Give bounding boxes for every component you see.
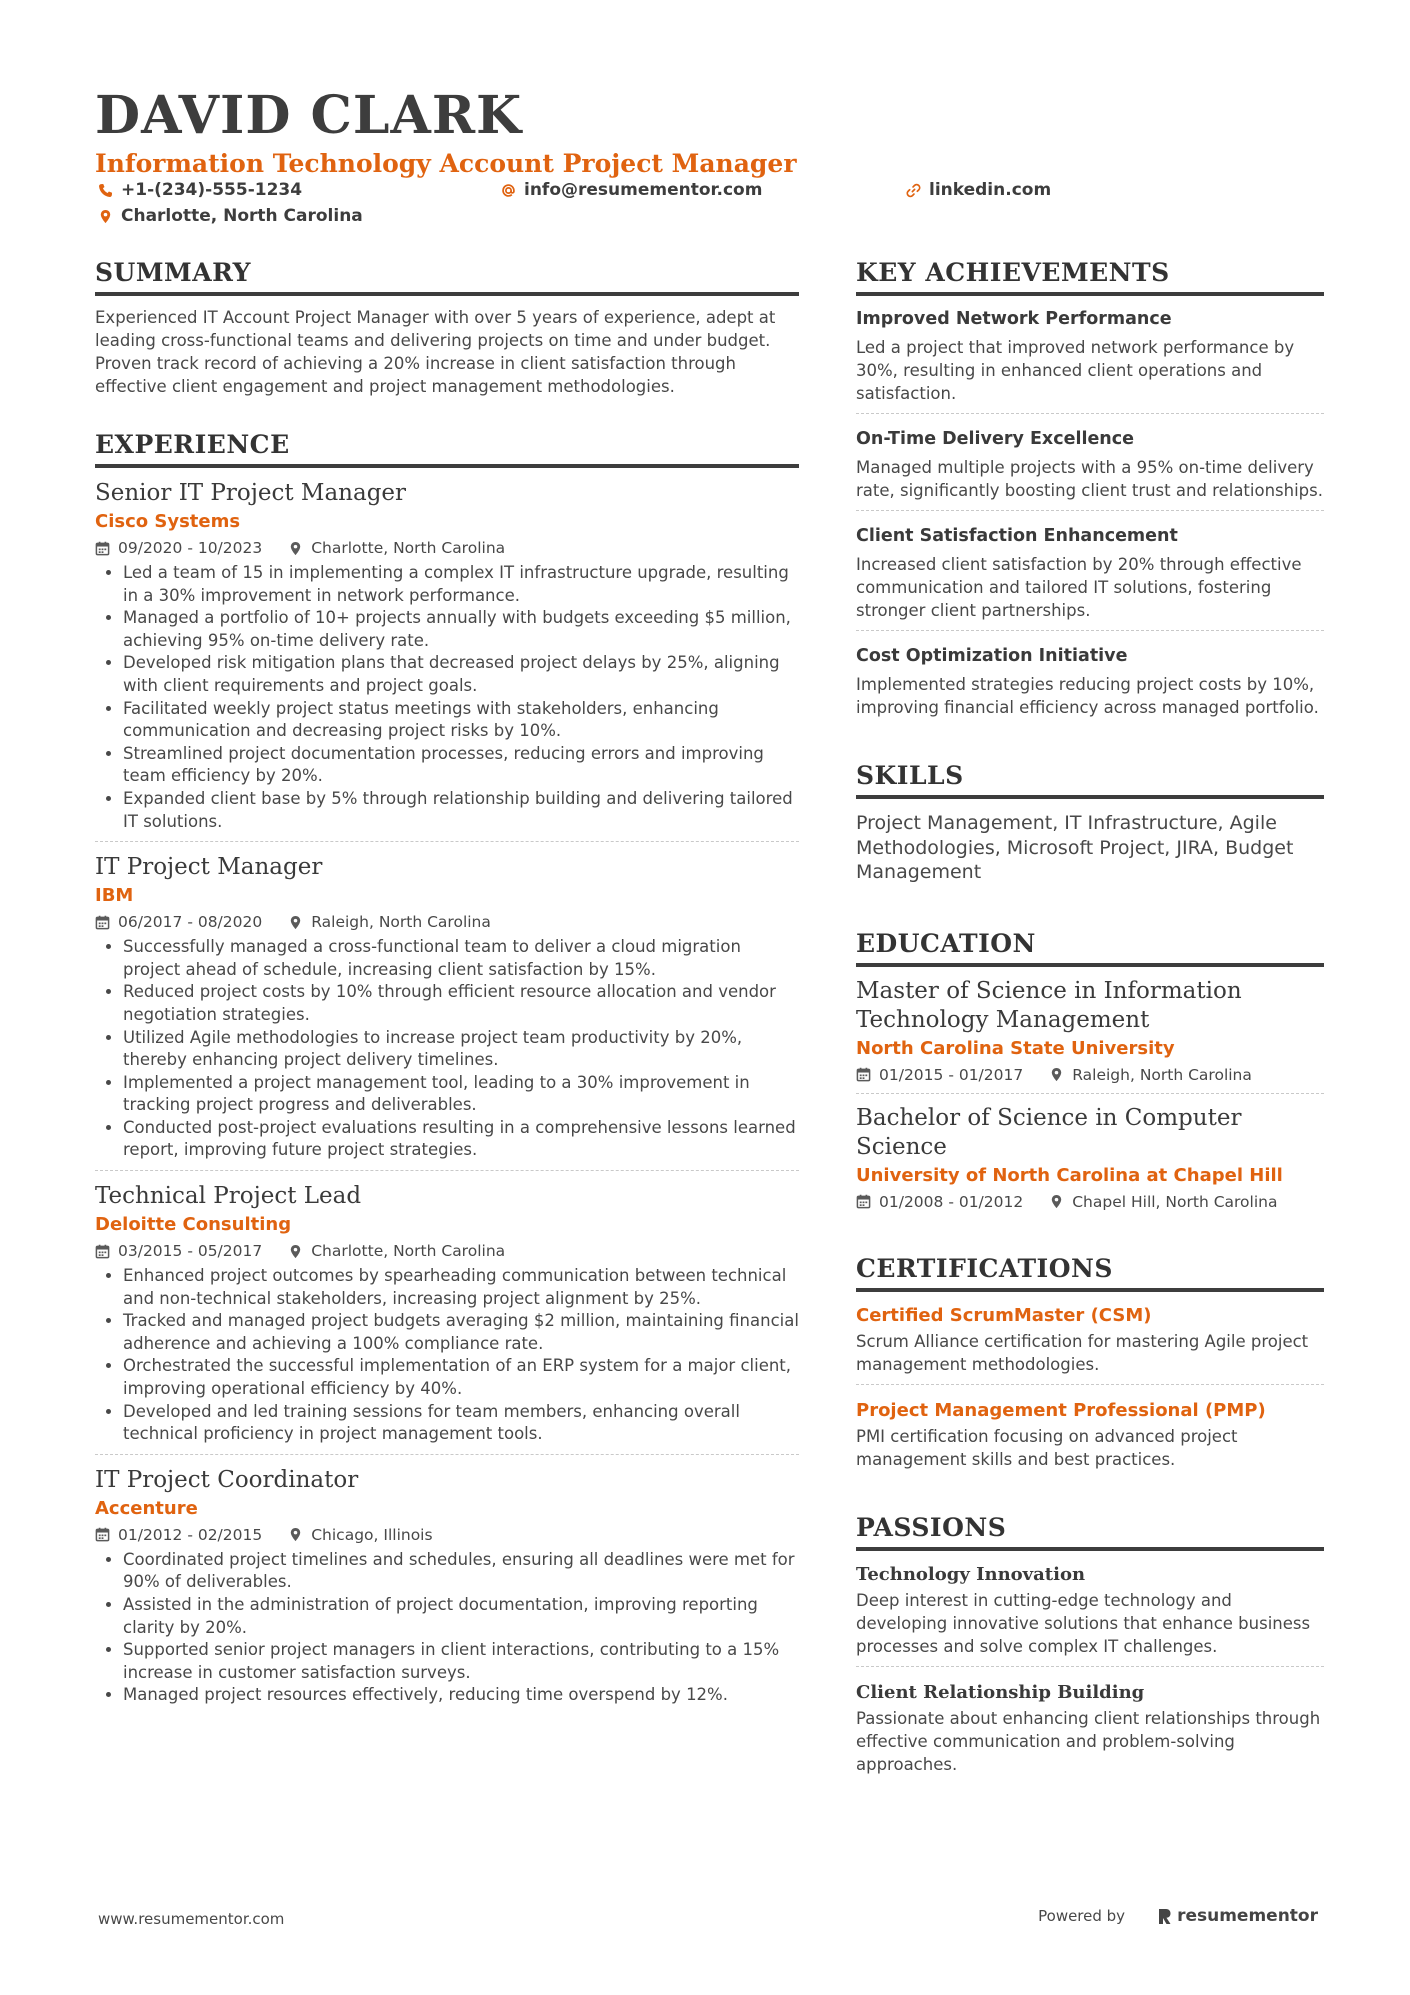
passion-text: Passionate about enhancing client relationships through effective communication and problem-solving approaches. [856, 1708, 1321, 1774]
job-entry [95, 852, 799, 1171]
job-entry [95, 1181, 799, 1455]
passion-item [856, 1679, 1324, 1784]
map-pin-icon [288, 915, 303, 930]
location-text: Chapel Hill, North Carolina [1072, 1192, 1278, 1211]
achievement-item [856, 643, 1324, 727]
calendar-icon [95, 1527, 110, 1542]
date-text: 03/2015 - 05/2017 [118, 1242, 263, 1261]
achievement-item [856, 523, 1324, 631]
bullet-item: • Conducted post-project evaluations resulting in a comprehensive lessons learned report, improving future project strategies. [123, 1117, 799, 1162]
achievements-heading: KEY ACHIEVEMENTS [856, 258, 1324, 296]
achievement-title: Client Satisfaction Enhancement [856, 526, 1178, 546]
resumementor-logo-icon [1157, 1907, 1172, 1926]
footer-powered [1038, 1906, 1318, 1926]
experience-section [95, 430, 799, 1715]
school-name: North Carolina State University [856, 1037, 1175, 1059]
bullet-item: • Coordinated project timelines and schedules, ensuring all deadlines were met for 90% of deliverables. [123, 1549, 799, 1594]
bullet-item: • Successfully managed a cross-functional team to deliver a cloud migration project ahead of schedule, increasing client satisfaction by 15%. [123, 936, 799, 981]
calendar-icon [95, 1244, 110, 1259]
company-name: IBM [95, 885, 134, 907]
date-location-row [856, 1190, 1324, 1214]
email-text: info@resumementor.com [524, 180, 763, 200]
achievements-section [856, 258, 1324, 727]
map-pin-icon [288, 1527, 303, 1542]
degree-name: Bachelor of Science in Computer Science [856, 1104, 1242, 1160]
job-list [95, 478, 799, 1715]
location [1049, 1063, 1252, 1087]
experience-heading: EXPERIENCE [95, 430, 799, 468]
calendar-icon [95, 541, 110, 556]
certification-title: Project Management Professional (PMP) [856, 1399, 1266, 1421]
certification-item [856, 1302, 1324, 1385]
location-text: Chicago, Illinois [311, 1525, 433, 1544]
education-item [856, 977, 1324, 1094]
map-pin-icon [98, 209, 113, 224]
link-icon [906, 183, 921, 198]
map-pin-icon [1049, 1194, 1064, 1209]
date-location-row [95, 1523, 799, 1547]
summary-section [95, 258, 799, 398]
map-pin-icon [288, 541, 303, 556]
passion-title: Technology Innovation [856, 1563, 1086, 1585]
date-range [856, 1190, 1023, 1214]
bullet-item: • Orchestrated the successful implementation of an ERP system for a major client, improving operational efficiency by 40%. [123, 1355, 799, 1400]
bullet-item: • Supported senior project managers in client interactions, contributing to a 15% increase in customer satisfaction surveys. [123, 1639, 799, 1684]
footer-website[interactable]: www.resumementor.com [98, 1910, 285, 1928]
location-text: Charlotte, North Carolina [121, 206, 363, 226]
certification-title: Certified ScrumMaster (CSM) [856, 1304, 1152, 1326]
map-pin-icon [288, 1244, 303, 1259]
contact-row [95, 180, 1325, 206]
location-text: Raleigh, North Carolina [1072, 1065, 1252, 1084]
phone-text: +1-(234)-555-1234 [121, 180, 303, 200]
job-bullets [95, 562, 799, 833]
date-text: 06/2017 - 08/2020 [118, 913, 263, 932]
brand-name: resumementor [1177, 1906, 1318, 1926]
passion-text: Deep interest in cutting-edge technology and developing innovative solutions that enhance business processes and solve complex IT challenges. [856, 1590, 1311, 1656]
brand-logo[interactable] [1157, 1906, 1318, 1926]
job-title: Senior IT Project Manager [95, 480, 407, 506]
bullet-item: • Enhanced project outcomes by spearheading communication between technical and non-technical stakeholders, increasing project alignment by 25%. [123, 1265, 799, 1310]
bullet-item: • Implemented a project management tool, leading to a 30% improvement in tracking project progress and deliverables. [123, 1072, 799, 1117]
location [288, 1239, 505, 1263]
achievement-title: Improved Network Performance [856, 309, 1172, 329]
bullet-item: • Developed risk mitigation plans that decreased project delays by 25%, aligning with client requirements and project goals. [123, 652, 799, 697]
company-name: Accenture [95, 1497, 198, 1519]
map-pin-icon [1049, 1067, 1064, 1082]
at-icon [501, 183, 516, 198]
date-text: 09/2020 - 10/2023 [118, 539, 263, 557]
bullet-item: • Tracked and managed project budgets averaging $2 million, maintaining financial adherence and achieving a 100% compliance rate. [123, 1310, 799, 1355]
date-text: 01/2008 - 01/2012 [879, 1192, 1024, 1211]
resume-header [95, 86, 1325, 232]
company-name: Cisco Systems [95, 511, 241, 532]
candidate-name: DAVID CLARK [95, 85, 523, 146]
email-contact[interactable] [501, 180, 762, 200]
education-list [856, 977, 1324, 1220]
education-section [856, 929, 1324, 1220]
date-range [95, 1523, 262, 1547]
date-location-row [95, 910, 799, 934]
calendar-icon [856, 1194, 871, 1209]
achievement-title: Cost Optimization Initiative [856, 646, 1128, 666]
school-name: University of North Carolina at Chapel Hill [856, 1164, 1283, 1186]
passions-heading: PASSIONS [856, 1513, 1324, 1551]
job-entry [95, 478, 799, 842]
location-contact [98, 206, 363, 226]
achievement-text: Increased client satisfaction by 20% through effective communication and tailored IT solutions, fostering stronger client partnerships. [856, 555, 1302, 620]
achievement-text: Led a project that improved network performance by 30%, resulting in enhanced client operations and satisfaction. [856, 338, 1295, 403]
job-entry [95, 1465, 799, 1715]
bullet-item: • Reduced project costs by 10% through efficient resource allocation and vendor negotiation strategies. [123, 981, 799, 1026]
location [1049, 1190, 1277, 1214]
achievement-text: Managed multiple projects with a 95% on-time delivery rate, significantly boosting client trust and relationships. [856, 458, 1323, 500]
bullet-item: • Managed project resources effectively, reducing time overspend by 12%. [123, 1684, 799, 1707]
certification-text: PMI certification focusing on advanced project management skills and best practices. [856, 1426, 1238, 1469]
job-bullets [95, 936, 799, 1162]
location-text: Charlotte, North Carolina [311, 1242, 506, 1261]
linkedin-contact[interactable] [906, 180, 1051, 200]
summary-heading: SUMMARY [95, 258, 799, 296]
skills-heading: SKILLS [856, 761, 1324, 799]
bullet-item: • Streamlined project documentation processes, reducing errors and improving team efficiency by 20%. [123, 743, 799, 788]
location [288, 910, 491, 934]
location-row [95, 206, 1325, 232]
bullet-item: • Expanded client base by 5% through relationship building and delivering tailored IT solutions. [123, 788, 799, 833]
bullet-item: • Led a team of 15 in implementing a complex IT infrastructure upgrade, resulting in a 30% improvement in network performance. [123, 562, 799, 607]
achievement-list [856, 306, 1324, 727]
location-text: Raleigh, North Carolina [311, 913, 491, 932]
job-title: IT Project Coordinator [95, 1466, 359, 1493]
education-item [856, 1104, 1324, 1220]
date-range [856, 1063, 1023, 1087]
linkedin-text: linkedin.com [929, 180, 1052, 200]
location [288, 1523, 432, 1547]
candidate-title: Information Technology Account Project Manager [95, 149, 797, 178]
certification-item [856, 1397, 1324, 1479]
bullet-item: • Managed a portfolio of 10+ projects annually with budgets exceeding $5 million, achieving 95% on-time delivery rate. [123, 607, 799, 652]
skills-text: Project Management, IT Infrastructure, Agile Methodologies, Microsoft Project, JIRA, Budget Management [856, 812, 1294, 883]
bullet-item: • Utilized Agile methodologies to increase project team productivity by 20%, thereby enhancing project delivery timelines. [123, 1027, 799, 1072]
job-bullets [95, 1265, 799, 1446]
date-range [95, 910, 262, 934]
passion-list [856, 1561, 1324, 1784]
degree-name: Master of Science in Information Technology Management [856, 977, 1242, 1033]
bullet-item: • Assisted in the administration of project documentation, improving reporting clarity by 20%. [123, 1594, 799, 1639]
date-location-row [95, 536, 799, 560]
date-text: 01/2012 - 02/2015 [118, 1525, 263, 1544]
achievement-item [856, 426, 1324, 511]
calendar-icon [95, 915, 110, 930]
bullet-item: • Facilitated weekly project status meetings with stakeholders, enhancing communication and decreasing project risks by 10%. [123, 698, 799, 743]
certification-list [856, 1302, 1324, 1479]
date-location-row [856, 1063, 1324, 1087]
certifications-section [856, 1254, 1324, 1479]
education-heading: EDUCATION [856, 929, 1324, 967]
passion-item [856, 1561, 1324, 1667]
skills-section [856, 761, 1324, 885]
passion-title: Client Relationship Building [856, 1681, 1145, 1703]
date-location-row [95, 1239, 799, 1263]
achievement-title: On-Time Delivery Excellence [856, 429, 1135, 449]
phone-contact[interactable] [98, 180, 302, 200]
bullet-item: • Developed and led training sessions for team members, enhancing overall technical proficiency in project management tools. [123, 1401, 799, 1446]
powered-by-label: Powered by [1038, 1907, 1126, 1925]
job-title: IT Project Manager [95, 854, 323, 881]
passions-section [856, 1513, 1324, 1784]
location-text: Charlotte, North Carolina [311, 539, 506, 557]
job-bullets [95, 1549, 799, 1707]
date-text: 01/2015 - 01/2017 [879, 1065, 1024, 1084]
certification-text: Scrum Alliance certification for mastering Agile project management methodologies. [856, 1331, 1309, 1374]
summary-text: Experienced IT Account Project Manager with over 5 years of experience, adept at leading cross-functional teams and delivering projects on time and under budget. Proven track record of achieving a 20% increase in client satisfaction through effective client engagement and project management methodologies. [95, 308, 776, 396]
achievement-text: Implemented strategies reducing project costs by 10%, improving financial efficiency across managed portfolio. [856, 675, 1319, 717]
phone-icon [98, 183, 113, 198]
achievement-item [856, 306, 1324, 414]
right-column [856, 258, 1324, 1796]
company-name: Deloitte Consulting [95, 1214, 292, 1236]
calendar-icon [856, 1067, 871, 1082]
date-range [95, 1239, 262, 1263]
certifications-heading: CERTIFICATIONS [856, 1254, 1324, 1292]
date-range [95, 536, 262, 560]
location [288, 536, 505, 560]
left-column [95, 258, 799, 1725]
job-title: Technical Project Lead [95, 1183, 362, 1210]
